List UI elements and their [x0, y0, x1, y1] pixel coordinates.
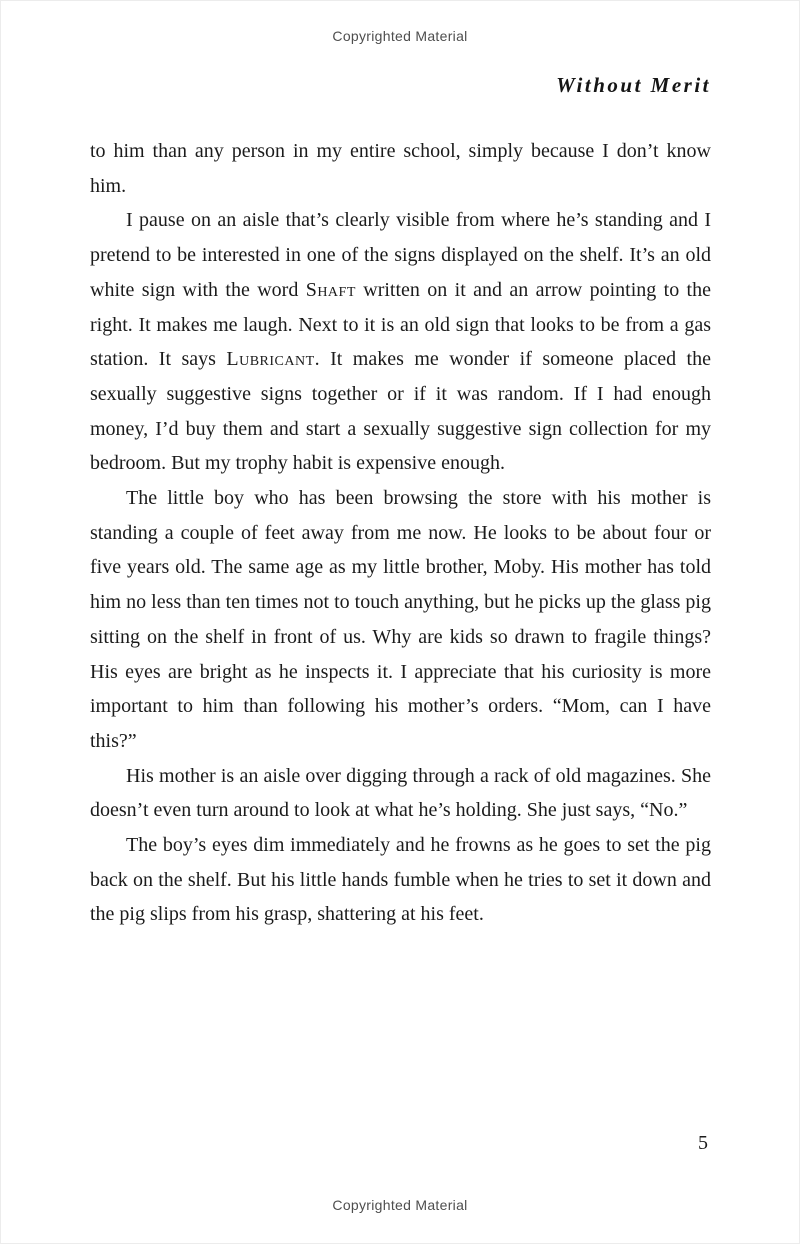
text-run: to him than any person in my entire school, simply because I don’t know him.	[90, 140, 711, 197]
paragraph	[90, 134, 711, 203]
text-run: The boy’s eyes dim immediately and he frowns as he goes to set the pig back on the shelf. But his little hands fumble when he tries to set it down and the pig slips from his grasp, shattering at his feet.	[90, 834, 711, 926]
page-number: 5	[698, 1132, 708, 1154]
body-text	[90, 134, 711, 932]
text-run: . It makes me wonder if someone placed the sexually suggestive signs together or if it was random. If I had enough money, I’d buy them and start a sexually suggestive sign collection for my bedroom. But my trophy habit is expensive enough.	[90, 348, 711, 475]
copyright-notice-top: Copyrighted Material	[332, 28, 468, 44]
text-run: The little boy who has been browsing the store with his mother is standing a couple of feet away from me now. He looks to be about four or five years old. The same age as my little brother, Moby. His mother has told him no less than ten times not to touch anything, but he picks up the glass pig sitting on the shelf in front of us. Why are kids so drawn to fragile things? His eyes are bright as he inspects it. I appreciate that his curiosity is more important to him than following his mother’s orders. “Mom, can I have this?”	[90, 487, 711, 752]
small-caps-text: Lubricant	[226, 348, 315, 371]
text-run: His mother is an aisle over digging through a rack of old magazines. She doesn’t even turn around to look at what he’s holding. She just says, “No.”	[90, 764, 711, 822]
paragraph	[90, 203, 711, 481]
paragraph	[90, 828, 711, 932]
copyright-notice-bottom: Copyrighted Material	[332, 1197, 468, 1213]
text-run: I pause on an aisle that’s clearly visible from where he’s standing and I pretend to be interested in one of the signs displayed on the shelf. It’s an old white sign with the word	[90, 209, 711, 301]
paragraph	[90, 759, 711, 828]
running-header: Without Merit	[556, 73, 711, 97]
small-caps-text: Shaft	[305, 278, 356, 301]
text-run: written on it and an arrow pointing to the right. It makes me laugh. Next to it is an old sign that looks to be from a gas station. It says	[90, 278, 711, 371]
paragraph	[90, 481, 711, 759]
